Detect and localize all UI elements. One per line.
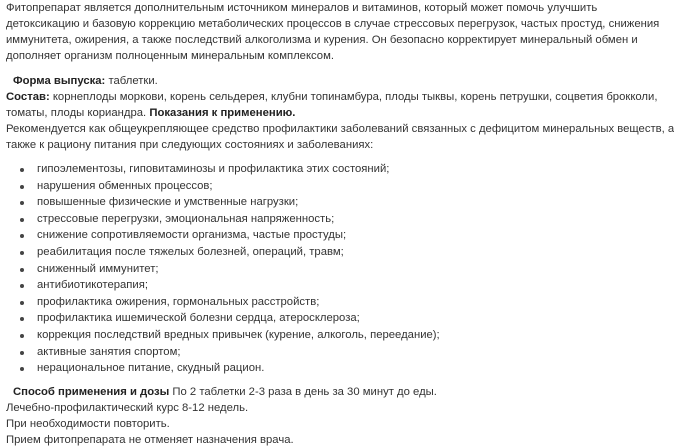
list-item-text: нерациональное питание, скудный рацион. bbox=[37, 362, 265, 375]
composition-line bbox=[6, 89, 658, 105]
composition-line bbox=[6, 105, 634, 121]
bullet-icon bbox=[20, 301, 24, 305]
doctor-note: Прием фитопрепарата не отменяет назначения врача. bbox=[6, 433, 294, 446]
bullet-icon bbox=[20, 317, 24, 321]
list-item bbox=[20, 294, 634, 311]
list-item bbox=[20, 327, 634, 344]
list-item-text: коррекция последствий вредных привычек (курение, алкоголь, переедание); bbox=[37, 328, 440, 341]
list-item bbox=[20, 161, 634, 178]
list-item-text: сниженный иммунитет; bbox=[37, 262, 159, 275]
list-item-text: повышенные физические и умственные нагрузки; bbox=[37, 196, 299, 209]
bullet-icon bbox=[20, 367, 24, 371]
composition-label: Состав: bbox=[6, 91, 50, 103]
repeat-line: При необходимости повторить. bbox=[6, 417, 170, 430]
list-item-text: профилактика ожирения, гормональных расстройств; bbox=[37, 295, 320, 308]
release-form-value: таблетки. bbox=[105, 75, 158, 87]
bullet-icon bbox=[20, 284, 24, 288]
list-item-text: снижение сопротивляемости организма, частые простуды; bbox=[37, 229, 347, 242]
intro-line: дополняет организм полноценным минеральным комплексом. bbox=[6, 50, 334, 62]
list-item bbox=[20, 194, 634, 211]
bullet-icon bbox=[20, 168, 24, 172]
list-item bbox=[20, 227, 634, 244]
list-item-text: антибиотикотерапия; bbox=[37, 279, 148, 292]
release-form bbox=[6, 73, 634, 89]
list-item bbox=[20, 310, 634, 327]
dosage-value: По 2 таблетки 2-3 раза в день за 30 минут до еды. bbox=[169, 385, 437, 398]
course-line: Лечебно-профилактический курс 8-12 недель. bbox=[6, 401, 249, 414]
intro-line: иммунитета, ожирения, а также последствий алкоголизма и курения. Он безопасно корректирует минеральный обмен и bbox=[6, 34, 638, 46]
recommendation bbox=[6, 121, 674, 153]
recommendation-line: также к рациону питания при следующих состояниях и заболеваниях: bbox=[6, 139, 374, 151]
list-item bbox=[20, 244, 634, 261]
dosage-section bbox=[6, 384, 634, 448]
composition bbox=[6, 89, 658, 121]
dosage-line bbox=[6, 384, 634, 400]
list-item-text: стрессовые перегрузки, эмоциональная напряженность; bbox=[37, 212, 335, 225]
intro-paragraph bbox=[6, 0, 660, 64]
release-form-label: Форма выпуска: bbox=[13, 75, 106, 87]
dosage-label: Способ применения и дозы bbox=[13, 385, 170, 398]
list-item-text: активные занятия спортом; bbox=[37, 345, 181, 358]
composition-text: томаты, плоды кориандра. bbox=[6, 107, 150, 119]
list-item bbox=[20, 344, 634, 361]
bullet-icon bbox=[20, 268, 24, 272]
bullet-icon bbox=[20, 218, 24, 222]
indications-list bbox=[6, 161, 634, 377]
bullet-icon bbox=[20, 334, 24, 338]
list-item-text: профилактика ишемической болезни сердца, атеросклероза; bbox=[37, 312, 360, 325]
intro-line: Фитопрепарат является дополнительным источником минералов и витаминов, который может помочь улучшить bbox=[6, 2, 598, 14]
list-item bbox=[20, 178, 634, 195]
indications-heading: Показания к применению. bbox=[149, 107, 296, 119]
intro-line: детоксикацию и базовую коррекцию метаболических процессов в случае стрессовых перегрузок, частых простуд, снижения bbox=[6, 18, 660, 30]
list-item-text: нарушения обменных процессов; bbox=[37, 179, 213, 192]
list-item bbox=[20, 261, 634, 278]
list-item-text: гипоэлементозы, гиповитаминозы и профилактика этих состояний; bbox=[37, 163, 390, 175]
bullet-icon bbox=[20, 185, 24, 189]
list-item-text: реабилитация после тяжелых болезней, операций, травм; bbox=[37, 245, 344, 258]
list-item bbox=[20, 211, 634, 228]
list-item bbox=[20, 277, 634, 294]
bullet-icon bbox=[20, 351, 24, 355]
list-item bbox=[20, 360, 634, 377]
bullet-icon bbox=[20, 234, 24, 238]
composition-text: корнеплоды моркови, корень сельдерея, клубни топинамбура, плоды тыквы, корень петрушки, соцветия брокколи, bbox=[49, 91, 658, 103]
recommendation-line: Рекомендуется как общеукрепляющее средство профилактики заболеваний связанных с дефицитом минеральных веществ, а bbox=[6, 123, 674, 135]
bullet-icon bbox=[20, 251, 24, 255]
bullet-icon bbox=[20, 201, 24, 205]
